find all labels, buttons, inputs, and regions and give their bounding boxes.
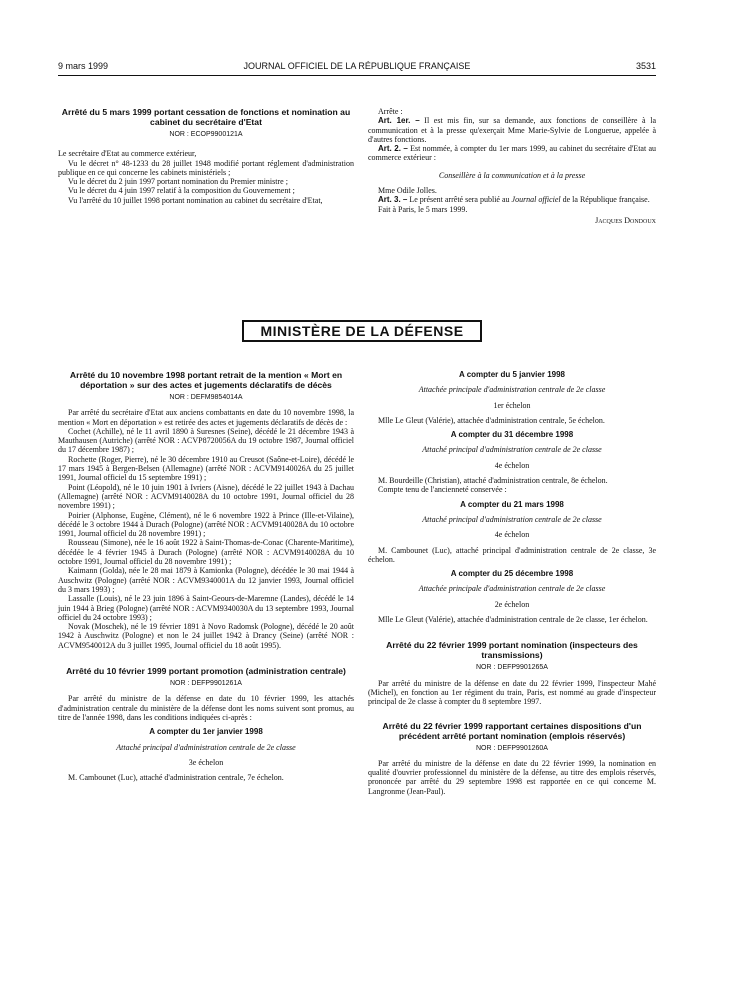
article-text: de la République française. <box>562 195 650 205</box>
nor-reference: NOR : DEFM9854014A <box>169 394 243 401</box>
top-right-column <box>368 107 656 225</box>
journal-ref: Journal officiel <box>511 195 561 205</box>
effective-date: A compter du 25 décembre 1998 <box>450 569 574 579</box>
paragraph: M. Cambounet (Luc), attaché principal d'administration centrale de 2e classe, 3e échelon. <box>368 545 656 564</box>
paragraph: Rochette (Roger, Pierre), né le 30 décembre 1910 au Creusot (Saône-et-Loire), décédé le 17 mars 1945 à Bergen-Belsen (Allemagne) (arrêté NOR : ACVM9140026A du 25 juillet 1991, Journal officiel du 15 septembre 1991) ; <box>58 454 354 483</box>
lower-right-column <box>368 370 656 796</box>
nor-reference: NOR : DEFP9901260A <box>476 744 548 752</box>
article-label: Art. 2. – <box>378 144 408 154</box>
arrete-title: Arrêté du 10 novembre 1998 portant retrait de la mention « Mort en déportation » sur des actes et jugements déclaratifs de décès <box>69 370 343 390</box>
article-text: Est nommée, à compter du 1er mars 1999, au cabinet du secrétaire d'Etat au commerce extérieur : <box>368 144 657 163</box>
arrete-title: Arrêté du 22 février 1999 portant nomination (inspecteurs des transmissions) <box>386 640 638 661</box>
appointee: Mme Odile Jolles. <box>378 186 437 196</box>
article-2 <box>368 144 656 163</box>
arrete-title: Arrêté du 5 mars 1999 portant cessation de fonctions et nomination au cabinet du secrétaire d'Etat <box>61 107 351 127</box>
paragraph: Par arrêté du ministre de la défense en date du 22 février 1999, l'inspecteur Mahé (Michel), en fonction au 1er régiment du train, Paris, est nommé au grade d'inspecteur principal de 2e classe à compter du 8 septembre 1997. <box>368 678 656 707</box>
article-3 <box>368 195 656 204</box>
article-label: Art. 1er. – <box>378 116 420 126</box>
paragraph: Le secrétaire d'Etat au commerce extérieur, <box>58 149 197 159</box>
paragraph: Lassalle (Louis), né le 23 juin 1896 à Saint-Geours-de-Maremne (Landes), décédé le 14 juin 1944 à Brieg (Pologne) (arrêté NOR : ACVM9340030A du 13 septembre 1993, Journal officiel du 24 octobre 1993) ; <box>58 594 354 622</box>
paragraph: Vu le décret du 4 juin 1997 relatif à la composition du Gouvernement ; <box>68 186 295 196</box>
signature: Jacques Dondoux <box>595 215 656 225</box>
nor-reference: NOR : DEFP9901265A <box>476 664 548 672</box>
echelon: 1er échelon <box>493 400 531 410</box>
paragraph: Mlle Le Gleut (Valérie), attachée d'administration centrale de 2e classe, 1er échelon. <box>378 615 648 625</box>
journal-title: JOURNAL OFFICIEL DE LA RÉPUBLIQUE FRANÇAISE <box>243 61 471 71</box>
article-label: Art. 3. – <box>378 195 408 205</box>
grade: Attaché principal d'administration centrale de 2e classe <box>116 742 296 752</box>
effective-date: A compter du 31 décembre 1998 <box>450 430 574 440</box>
top-left-column <box>58 107 354 205</box>
effective-date: A compter du 5 janvier 1998 <box>459 370 565 379</box>
function-title: Conseillère à la communication et à la presse <box>438 170 586 180</box>
paragraph: Kaimann (Golda), née le 28 mai 1879 à Kamionka (Pologne), décédée le 30 mai 1944 à Auschwitz (Pologne) (arrêté NOR : ACVM9340001A du 12 janvier 1993, Journal officiel du 3 mars 1993) ; <box>58 566 354 594</box>
nor-reference: NOR : ECOP9900121A <box>169 131 243 138</box>
paragraph: Par arrêté du secrétaire d'Etat aux anciens combattants en date du 10 novembre 1998, la mention « Mort en déportation » est retirée des actes et jugements déclaratifs de décès de : <box>58 408 354 427</box>
article-1 <box>368 116 656 144</box>
paragraph: M. Cambounet (Luc), attaché d'administration centrale, 7e échelon. <box>68 773 284 783</box>
grade: Attaché principal d'administration centrale de 2e classe <box>422 514 602 524</box>
grade: Attachée principale d'administration centrale de 2e classe <box>418 385 606 395</box>
page-number: 3531 <box>635 61 656 71</box>
grade: Attachée principale d'administration centrale de 2e classe <box>418 584 606 594</box>
nor-reference: NOR : DEFP9901261A <box>170 680 242 688</box>
paragraph: Rousseau (Simone), née le 16 août 1922 à Saint-Thomas-de-Conac (Charente-Maritime), décédée le 4 février 1945 à Durach (Pologne) (arrêté NOR : ACVM9140028A du 10 octobre 1991, Journal officiel du 28 novembre 1991) ; <box>58 538 354 567</box>
echelon: 4e échelon <box>494 530 530 540</box>
header-rule <box>58 75 656 76</box>
arrete-title: Arrêté du 22 février 1999 rapportant certaines dispositions d'un précédent arrêté portant nomination (emplois réservés) <box>382 720 642 741</box>
paragraph: Vu le décret n° 48-1233 du 28 juillet 1948 modifié portant réglement d'administration publique en ce qui concerne les cabinets ministériels ; <box>58 158 354 177</box>
ministry-heading: MINISTÈRE DE LA DÉFENSE <box>242 320 482 342</box>
page-header <box>58 61 656 75</box>
echelon: 2e échelon <box>494 599 530 609</box>
paragraph: Cochet (Achille), né le 11 avril 1890 à Suresnes (Seine), décédé le 21 décembre 1943 à Mauthausen (Autriche) (arrêté NOR : ACVP8720056A du 19 octobre 1987, Journal officiel du 17 décembre 1987) ; <box>58 426 354 455</box>
paragraph: Poirier (Alphonse, Eugène, Clément), né le 6 novembre 1922 à Prince (Ille-et-Vilaine), décédé le 3 octobre 1944 à Durach (Pologne) (arrêté NOR : ACVM9140028A du 10 octobre 1991, Journal officiel du 28 novembre 1991) ; <box>58 510 354 539</box>
article-text: Il est mis fin, sur sa demande, aux fonctions de conseillère à la communication et à la presse qu'exerçait Mme Marie-Sylvie de Longuerue, appelée à d'autres fonctions. <box>368 116 656 144</box>
paragraph: Novak (Moschek), né le 19 février 1891 à Novo Radomsk (Pologne), décédé le 20 août 1942 à Auschwitz (Pologne) et non le 24 juillet 1942 à Drancy (Seine) (arrêté NOR : ACVM9540012A du 3 juillet 1995, Journal officiel du 18 août 1995). <box>58 622 354 650</box>
paragraph: Par arrêté du ministre de la défense en date du 22 février 1999, la nomination en qualité d'ouvrier professionnel du ministère de la défense, au titre des emplois réservés, prononcée par arrêté du 29 septembre 1998 est rapportée en ce qui concerne M. Langronme (Jean-Paul). <box>368 758 656 796</box>
effective-date: A compter du 1er janvier 1998 <box>149 727 263 737</box>
lower-left-column <box>58 370 354 782</box>
paragraph: Point (Léopold), né le 10 juin 1901 à Ivriers (Aisne), décédé le 22 juillet 1943 à Dachau (Allemagne) (arrêté NOR : ACVM9140028A du 10 octobre 1991, Journal officiel du 28 novembre 1991) ; <box>58 482 354 511</box>
done-at: Fait à Paris, le 5 mars 1999. <box>378 204 468 214</box>
paragraph: Mlle Le Gleut (Valérie), attachée d'administration centrale, 5e échelon. <box>378 415 605 425</box>
paragraph: Vu l'arrêté du 10 juillet 1998 portant nomination au cabinet du secrétaire d'Etat, <box>68 195 323 205</box>
paragraph: Compte tenu de l'ancienneté conservée : <box>378 485 507 495</box>
paragraph: Vu le décret du 2 juin 1997 portant nomination du Premier ministre ; <box>68 177 288 187</box>
issue-date: 9 mars 1999 <box>58 61 109 71</box>
arrete-title: Arrêté du 10 février 1999 portant promotion (administration centrale) <box>66 666 346 677</box>
echelon: 4e échelon <box>494 460 530 470</box>
effective-date: A compter du 21 mars 1998 <box>460 499 564 509</box>
echelon: 3e échelon <box>188 757 224 767</box>
arrete-keyword: Arrête : <box>378 107 403 116</box>
grade: Attaché principal d'administration centrale de 2e classe <box>422 445 602 455</box>
paragraph: Par arrêté du ministre de la défense en date du 10 février 1999, les attachés d'administration centrale du ministère de la défense dont les noms suivent sont promus, au titre de l'année 1998, dans les conditions indiquées ci-après : <box>58 694 354 722</box>
paragraph: M. Bourdeille (Christian), attaché d'administration centrale, 8e échelon. <box>378 476 608 486</box>
article-text: Le présent arrêté sera publié au <box>409 195 510 205</box>
